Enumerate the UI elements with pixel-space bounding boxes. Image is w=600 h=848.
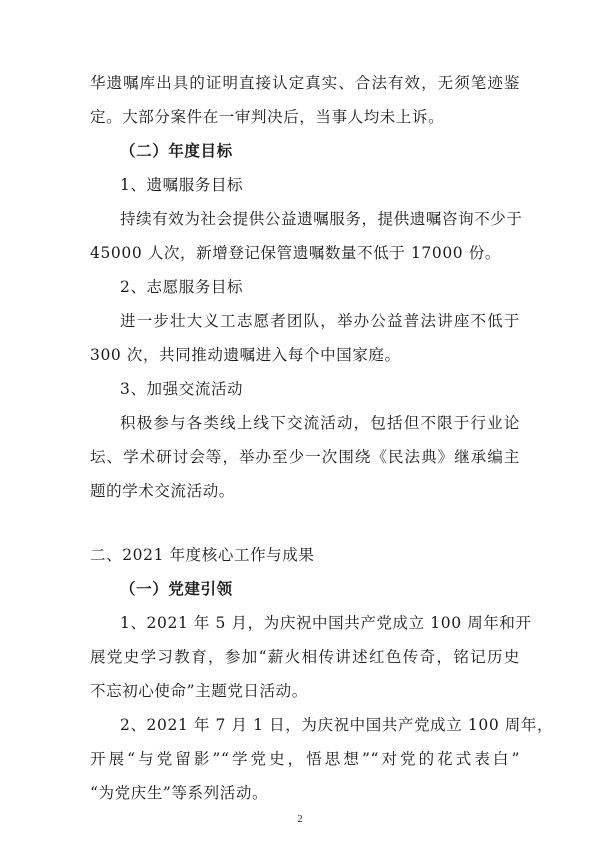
body-line-5: 持续有效为社会提供公益遗嘱服务，提供遗嘱咨询不少于 — [120, 210, 523, 228]
section-heading-annual-goals: （二）年度目标 — [120, 142, 233, 160]
section-heading-party-building: （一）党建引领 — [120, 580, 233, 598]
body-line-6: 45000 人次，新增登记保管遗嘱数量不低于 17000 份。 — [90, 244, 501, 262]
body-line-12: 坛、学术研讨会等，举办至少一次围绕《民法典》继承编主 — [90, 448, 520, 466]
body-line-19: 2、2021 年 7 月 1 日，为庆祝中国共产党成立 100 周年， — [120, 716, 554, 734]
section-heading-2021-core-work: 二、2021 年度核心工作与成果 — [90, 546, 315, 564]
body-line-20: 开展“与党留影”“学党史，悟思想”“对党的花式表白” — [90, 750, 520, 768]
page-number: 2 — [297, 814, 303, 825]
body-line-8: 进一步壮大义工志愿者团队，举办公益普法讲座不低于 — [120, 312, 520, 330]
body-line-16: 1、2021 年 5 月，为庆祝中国共产党成立 100 周年和开 — [120, 614, 532, 632]
body-line-1: 华遗嘱库出具的证明直接认定真实、合法有效，无须笔迹鉴 — [90, 74, 520, 92]
body-line-2: 定。大部分案件在一审判决后，当事人均未上诉。 — [90, 108, 445, 126]
body-line-13: 题的学术交流活动。 — [90, 482, 235, 500]
subheading-will-service: 1、遗嘱服务目标 — [120, 176, 244, 194]
body-line-18: 不忘初心使命”主题党日活动。 — [90, 682, 308, 700]
body-line-17: 展党史学习教育，参加“薪火相传讲述红色传奇，铭记历史 — [90, 648, 520, 666]
subheading-exchange-activities: 3、加强交流活动 — [120, 380, 244, 398]
body-line-11: 积极参与各类线上线下交流活动，包括但不限于行业论 — [120, 414, 520, 432]
body-line-21: “为党庆生”等系列活动。 — [90, 784, 269, 802]
subheading-volunteer-service: 2、志愿服务目标 — [120, 278, 244, 296]
body-line-9: 300 次，共同推动遗嘱进入每个中国家庭。 — [90, 346, 401, 364]
